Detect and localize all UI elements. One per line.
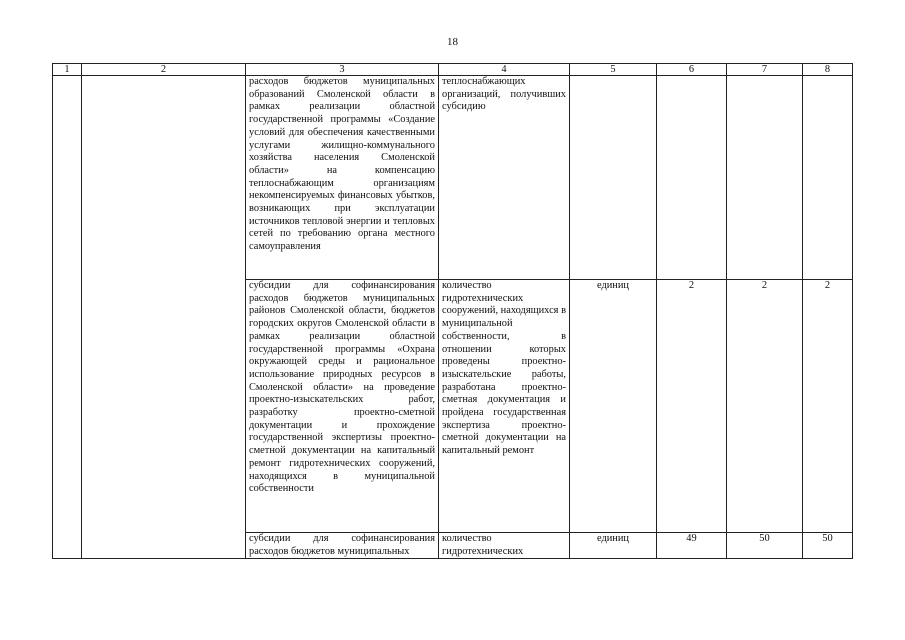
- column-header: 1: [53, 64, 82, 76]
- value-cell-col6: 49: [657, 533, 727, 559]
- indicator-cell: теплоснабжающих организаций, получивших субсидию: [439, 76, 570, 280]
- column-header: 8: [803, 64, 853, 76]
- unit-cell: [570, 76, 657, 280]
- program-name-cell: [82, 76, 246, 559]
- column-header: 4: [439, 64, 570, 76]
- value-cell-col7: [727, 76, 803, 280]
- value-cell-col7: 50: [727, 533, 803, 559]
- description-cell: расходов бюджетов муниципальных образований Смоленской области в рамках реализации областной государственной программы «Создание условий для обеспечения качественными услугами жилищно-коммунального хозяйства населения Смоленской области» на компенсацию теплоснабжающим организациям некомпенсируемых финансовых убытков, возникающих при эксплуатации источников тепловой энергии и тепловых сетей по требованию органа местного самоуправления: [246, 76, 439, 280]
- description-cell: субсидии для софинансирования расходов бюджетов муниципальных районов Смоленской области, бюджетов городских округов Смоленской области в рамках реализации областной государственной программы «Охрана окружающей среды и рациональное использование природных ресурсов в Смоленской области» на проведение проектно-изыскательских работ, разработку проектно-сметной документации и прохождение государственной экспертизы проектно-сметной документации на капитальный ремонт гидротехнических сооружений, находящихся в муниципальной собственности: [246, 280, 439, 533]
- value-cell-col8: [803, 76, 853, 280]
- indicator-cell: количество гидротехнических: [439, 533, 570, 559]
- table-row: [53, 76, 853, 280]
- column-header: 6: [657, 64, 727, 76]
- value-cell-col8: 2: [803, 280, 853, 533]
- row-number-cell: [53, 76, 82, 559]
- table-header-row: [53, 64, 853, 76]
- column-header: 5: [570, 64, 657, 76]
- unit-cell: единиц: [570, 533, 657, 559]
- column-header: 2: [82, 64, 246, 76]
- unit-cell: единиц: [570, 280, 657, 533]
- value-cell-col8: 50: [803, 533, 853, 559]
- indicator-cell: количество гидротехнических сооружений, находящихся в муниципальной собственности, в отношении которых проведены проектно-изыскательские работы, разработана проектно-сметная документация и пройдена государственная экспертиза проектно-сметной документации на капитальный ремонт: [439, 280, 570, 533]
- value-cell-col6: [657, 76, 727, 280]
- column-header: 7: [727, 64, 803, 76]
- data-table: [52, 63, 853, 559]
- value-cell-col7: 2: [727, 280, 803, 533]
- description-cell: субсидии для софинансирования расходов бюджетов муниципальных: [246, 533, 439, 559]
- column-header: 3: [246, 64, 439, 76]
- page-number: 18: [447, 36, 458, 48]
- value-cell-col6: 2: [657, 280, 727, 533]
